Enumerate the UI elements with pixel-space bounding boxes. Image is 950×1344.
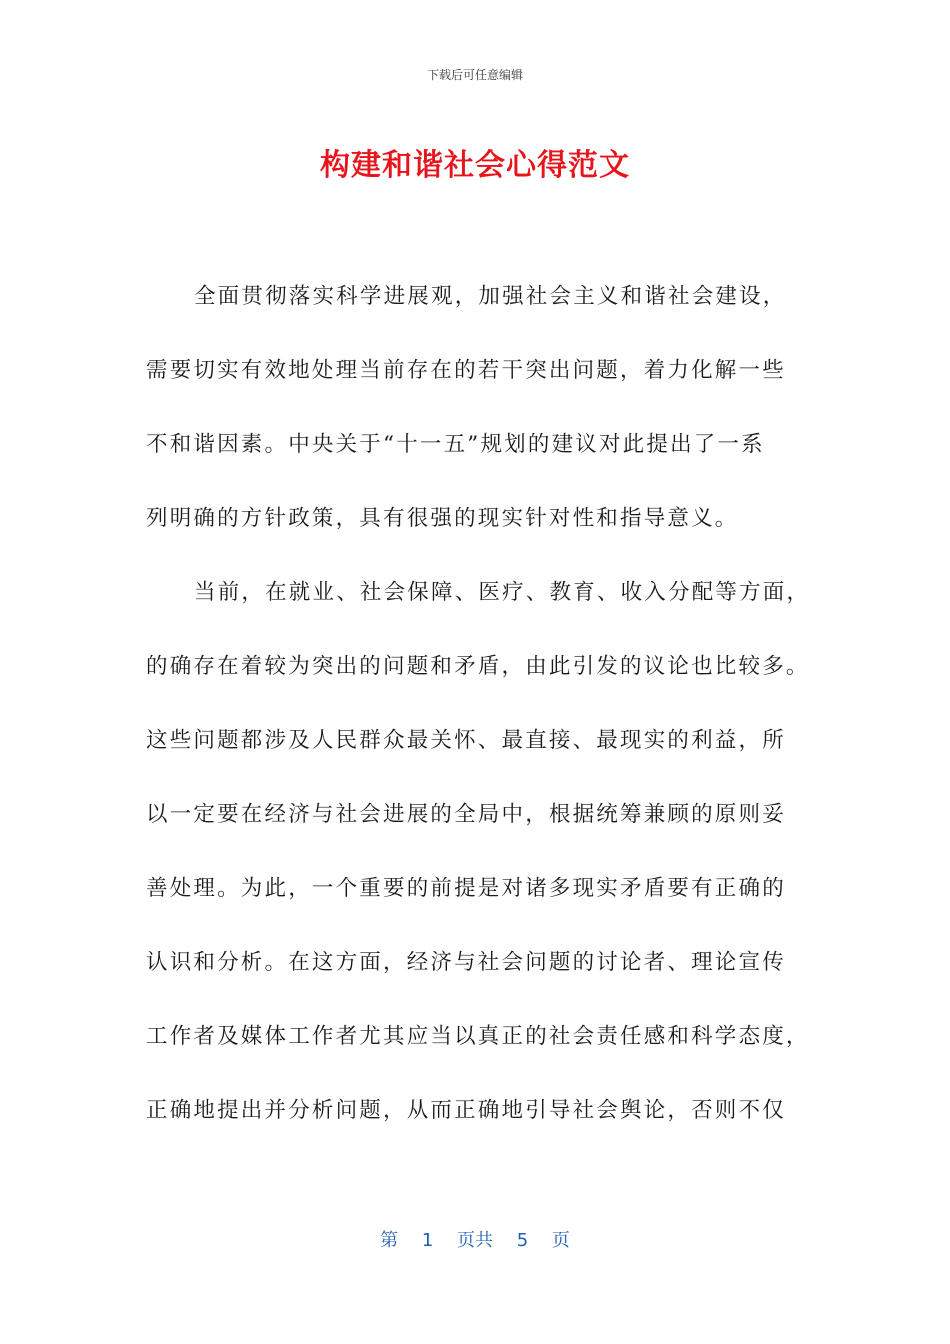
- body-line: 以一定要在经济与社会进展的全局中，根据统筹兼顾的原则妥: [146, 802, 786, 827]
- footer-label-page: 第: [380, 1230, 399, 1251]
- body-line: 工作者及媒体工作者尤其应当以真正的社会责任感和科学态度，: [146, 1024, 810, 1049]
- footer-total-pages: 5: [516, 1230, 529, 1251]
- page-footer: [0, 1226, 950, 1252]
- document-title: 构建和谐社会心得范文: [320, 148, 630, 183]
- body-line: 列明确的方针政策，具有很强的现实针对性和指导意义。: [146, 506, 739, 531]
- body-line: 的确存在着较为突出的问题和矛盾，由此引发的议论也比较多。: [146, 654, 810, 679]
- body-line: 不和谐因素。中央关于“十一五”规划的建议对此提出了一系: [146, 432, 765, 457]
- footer-current-page: 1: [421, 1230, 434, 1251]
- body-line: 正确地提出并分析问题，从而正确地引导社会舆论，否则不仅: [146, 1098, 786, 1123]
- body-line: 善处理。为此，一个重要的前提是对诸多现实矛盾要有正确的: [146, 876, 786, 901]
- footer-label-total: 页共: [457, 1230, 493, 1251]
- footer-label-end: 页: [551, 1230, 570, 1251]
- body-line: 这些问题都涉及人民群众最关怀、最直接、最现实的利益，所: [146, 728, 786, 753]
- body-line: 需要切实有效地处理当前存在的若干突出问题，着力化解一些: [146, 358, 786, 383]
- body-line: 全面贯彻落实科学进展观，加强社会主义和谐社会建设，: [194, 284, 787, 309]
- body-line: 当前，在就业、社会保障、医疗、教育、收入分配等方面，: [194, 580, 811, 605]
- document-body: [146, 272, 812, 1160]
- header-note: 下载后可任意编辑: [426, 68, 523, 82]
- body-line: 认识和分析。在这方面，经济与社会问题的讨论者、理论宣传: [146, 950, 786, 975]
